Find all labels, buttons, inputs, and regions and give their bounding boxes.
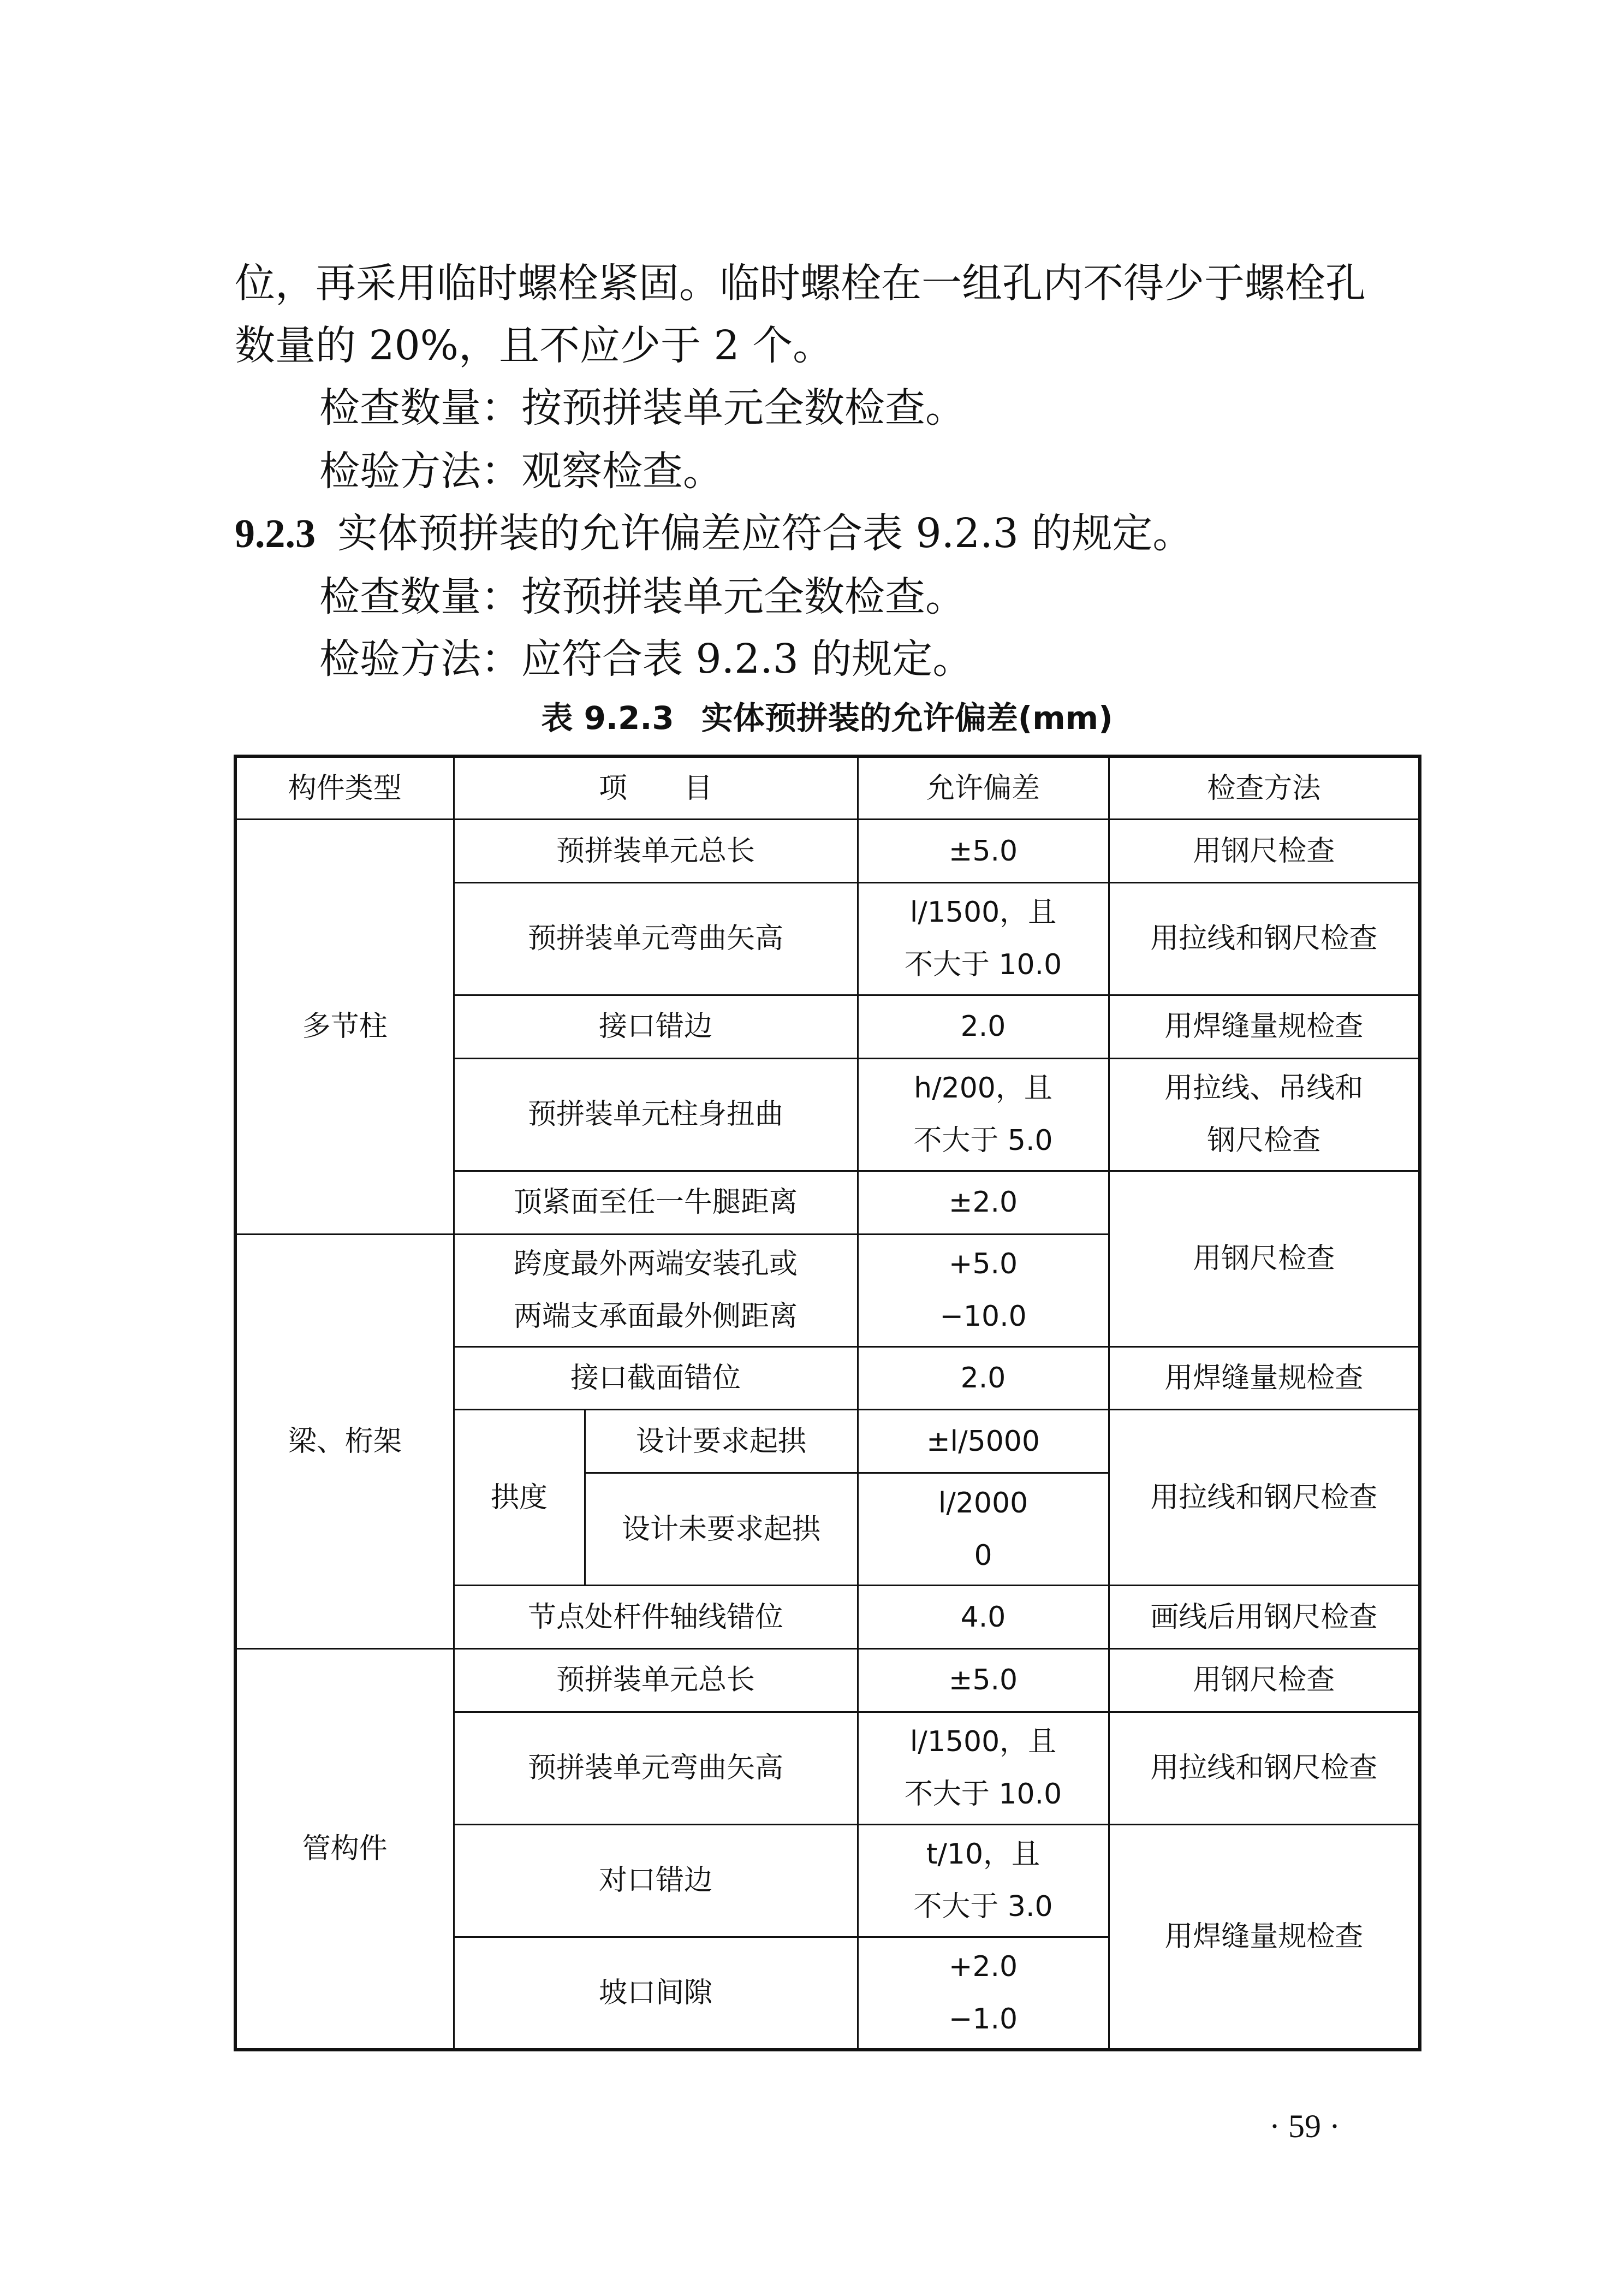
tolerance-line: l/2000 (938, 1486, 1028, 1520)
item-cell: 设计未要求起拱 (585, 1473, 858, 1586)
table-row (235, 1649, 1420, 1712)
method-cell: 用焊缝量规检查 (1109, 995, 1420, 1059)
paragraph-line: 位，再采用临时螺栓紧固。临时螺栓在一组孔内不得少于螺栓孔 (235, 260, 1366, 307)
tolerance-cell: ±5.0 (858, 1649, 1109, 1712)
item-cell: 顶紧面至任一牛腿距离 (454, 1171, 858, 1234)
tolerance-line: l/1500，且 (909, 1725, 1057, 1759)
method-cell: 用钢尺检查 (1109, 820, 1420, 883)
item-cell: 对口错边 (454, 1824, 858, 1937)
header-cell: 项 目 (454, 756, 858, 820)
header-cell: 允许偏差 (858, 756, 1109, 820)
method-cell: 用焊缝量规检查 (1109, 1824, 1420, 2050)
tolerance-cell: 2.0 (858, 1346, 1109, 1410)
clause-number: 9.2.3 (235, 512, 316, 556)
tolerance-cell (858, 1473, 1109, 1586)
method-cell (1109, 1058, 1420, 1171)
table-caption-number: 表 9.2.3 (541, 699, 674, 737)
table-caption-title: 实体预拼装的允许偏差(mm) (701, 699, 1113, 737)
clause-text: 实体预拼装的允许偏差应符合表 9.2.3 的规定。 (337, 510, 1193, 557)
group-cell: 多节柱 (235, 820, 454, 1234)
tolerance-line: 0 (974, 1539, 992, 1572)
tolerance-line: 不大于 5.0 (913, 1124, 1053, 1158)
tolerance-cell: ±5.0 (858, 820, 1109, 883)
method-line: 用拉线、吊线和 (1164, 1072, 1364, 1105)
tolerance-line: 不大于 10.0 (904, 1778, 1062, 1811)
table-header-row (235, 756, 1420, 820)
tolerance-cell: ±2.0 (858, 1171, 1109, 1234)
tolerance-line: −10.0 (939, 1300, 1027, 1333)
inspection-method-text: 检验方法：应符合表 9.2.3 的规定。 (319, 636, 973, 683)
tolerance-cell: ±l/5000 (858, 1410, 1109, 1473)
tolerance-table (234, 755, 1421, 2051)
camber-cell: 拱度 (454, 1410, 585, 1586)
item-cell: 预拼装单元总长 (454, 1649, 858, 1712)
item-cell: 接口错边 (454, 995, 858, 1059)
tolerance-line: −1.0 (948, 2003, 1018, 2036)
tolerance-cell (858, 1712, 1109, 1824)
tolerance-line: 不大于 10.0 (904, 948, 1062, 982)
tolerance-cell (858, 1824, 1109, 1937)
method-cell: 用拉线和钢尺检查 (1109, 1410, 1420, 1586)
tolerance-line: l/1500，且 (909, 896, 1057, 929)
clause-paragraph (235, 502, 1414, 565)
method-line: 钢尺检查 (1207, 1124, 1321, 1158)
item-cell: 设计要求起拱 (585, 1410, 858, 1473)
header-cell: 检查方法 (1109, 756, 1420, 820)
tolerance-cell: 4.0 (858, 1586, 1109, 1649)
inspection-quantity-text: 检查数量：按预拼装单元全数检查。 (319, 384, 966, 431)
item-line: 两端支承面最外侧距离 (514, 1300, 798, 1333)
page-number: · 59 · (1269, 2108, 1340, 2144)
item-cell: 预拼装单元弯曲矢高 (454, 1712, 858, 1824)
item-cell: 坡口间隙 (454, 1937, 858, 2050)
tolerance-cell (858, 1937, 1109, 2050)
tolerance-line: 不大于 3.0 (913, 1890, 1053, 1924)
item-cell: 预拼装单元柱身扭曲 (454, 1058, 858, 1171)
method-cell: 用焊缝量规检查 (1109, 1346, 1420, 1410)
paragraph-line: 数量的 20%，且不应少于 2 个。 (235, 322, 834, 369)
group-cell: 梁、桁架 (235, 1234, 454, 1648)
item-cell: 接口截面错位 (454, 1346, 858, 1410)
method-cell: 画线后用钢尺检查 (1109, 1586, 1420, 1649)
inspection-method-text: 检验方法：观察检查。 (319, 448, 723, 495)
tolerance-line: h/200，且 (914, 1072, 1052, 1105)
tolerance-cell (858, 1234, 1109, 1346)
method-cell: 用钢尺检查 (1109, 1649, 1420, 1712)
table-row (235, 820, 1420, 883)
header-cell: 构件类型 (235, 756, 454, 820)
method-cell: 用拉线和钢尺检查 (1109, 882, 1420, 995)
method-cell: 用钢尺检查 (1109, 1171, 1420, 1346)
item-cell: 预拼装单元弯曲矢高 (454, 882, 858, 995)
item-cell: 节点处杆件轴线错位 (454, 1586, 858, 1649)
item-cell (454, 1234, 858, 1346)
item-line: 跨度最外两端安装孔或 (514, 1248, 798, 1281)
tolerance-line: +2.0 (948, 1950, 1018, 1984)
method-cell: 用拉线和钢尺检查 (1109, 1712, 1420, 1824)
group-cell: 管构件 (235, 1649, 454, 2050)
tolerance-cell (858, 1058, 1109, 1171)
item-cell: 预拼装单元总长 (454, 820, 858, 883)
tolerance-line: +5.0 (948, 1248, 1018, 1281)
inspection-quantity-text: 检查数量：按预拼装单元全数检查。 (319, 573, 966, 620)
tolerance-line: t/10，且 (926, 1838, 1040, 1871)
tolerance-cell (858, 882, 1109, 995)
tolerance-cell: 2.0 (858, 995, 1109, 1059)
table-caption (235, 692, 1419, 738)
